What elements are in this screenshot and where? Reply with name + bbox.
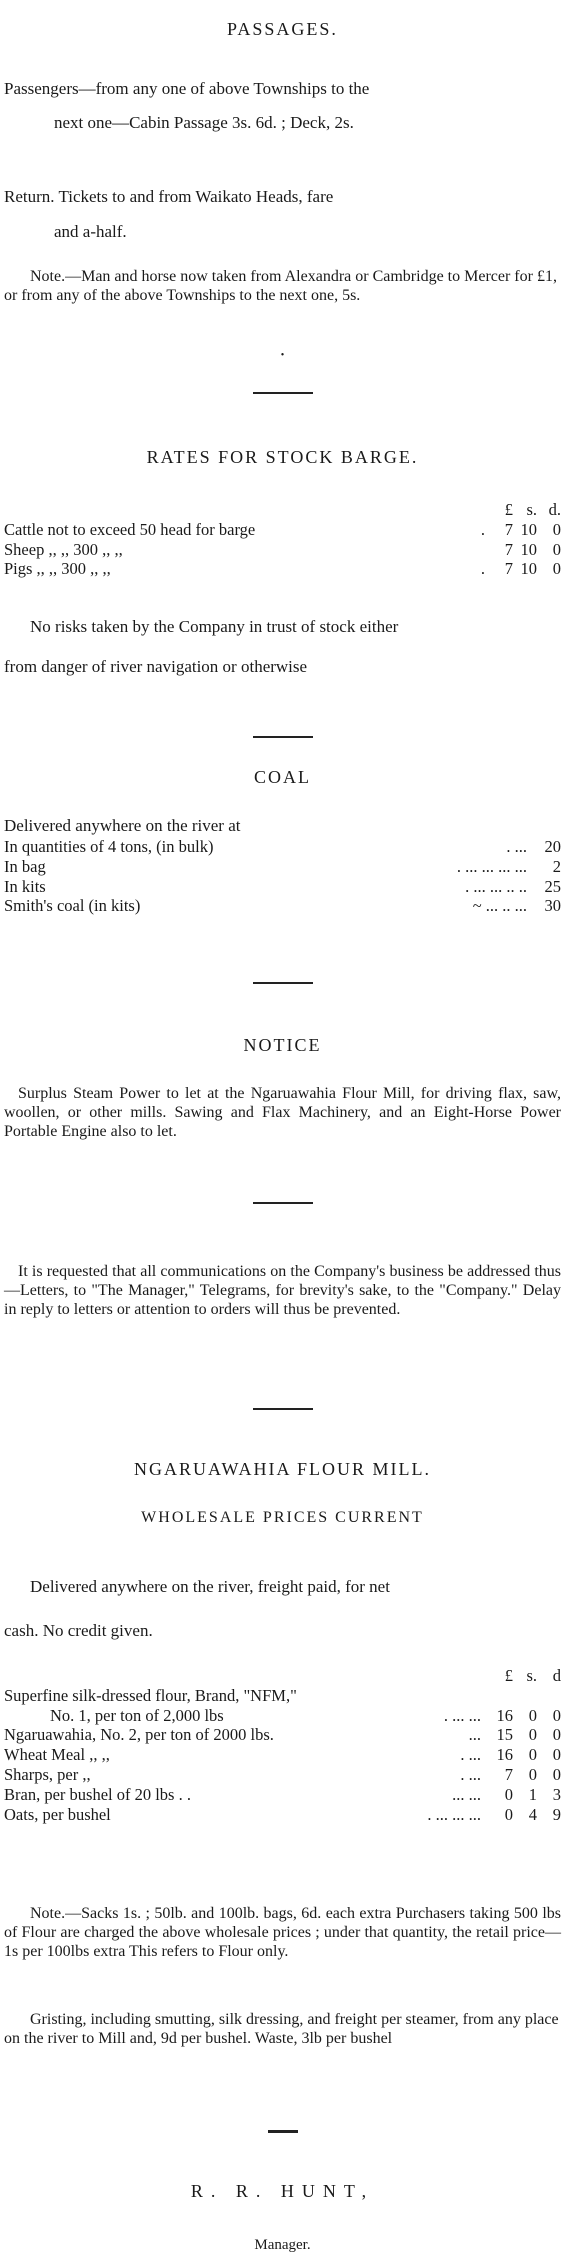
table-row: Sharps, per ,, . ... 7 0 0 — [4, 1764, 561, 1784]
table-row: Cattle not to exceed 50 head for barge . 7 10 0 — [4, 519, 561, 539]
mill-delivered-line-1: Delivered anywhere on the river, freight paid, for net — [30, 1577, 390, 1596]
table-row: Smith's coal (in kits) ~ ... .. ... 30 — [4, 896, 561, 916]
passages-heading: PASSAGES. — [227, 19, 338, 39]
coal-table — [4, 837, 561, 916]
table-row: Sheep ,, ,, 300 ,, ,, 7 10 0 — [4, 539, 561, 559]
signature-title: Manager. — [254, 2237, 311, 2253]
ornament-dot: • — [280, 350, 285, 361]
table-row: No. 1, per ton of 2,000 lbs . ... ... 16 0 0 — [50, 1705, 561, 1725]
table-row: Wheat Meal ,, ,, . ... 16 0 0 — [4, 1745, 561, 1765]
divider-3 — [4, 982, 561, 984]
table-row: In kits . ... ... .. .. 25 — [4, 876, 561, 896]
divider-5 — [4, 1408, 561, 1410]
signature-name: R. R. HUNT, — [190, 2181, 375, 2201]
divider-1 — [4, 392, 561, 394]
stock-risk-line-2: from danger of river navigation or otherwise — [4, 657, 308, 676]
mill-note: Note.—Sacks 1s. ; 50lb. and 100lb. bags, 6d. each extra Purchasers taking 500 lbs of Flour are charged the above wholesale prices ; under that quantity, the retail price—1s per 100lbs extra This refers to Flour only. — [4, 1905, 561, 1961]
stock-currency-header: £ s. d. — [504, 500, 561, 519]
divider-4 — [4, 1202, 561, 1204]
coal-heading: COAL — [254, 767, 311, 787]
stock-table — [4, 500, 561, 579]
passages-line-1: Passengers—from any one of above Townships to the — [4, 79, 370, 98]
notice-text: Surplus Steam Power to let at the Ngaruawahia Flour Mill, for driving flax, saw, woollen, or other mills. Sawing and Flax Machinery, and an Eight-Horse Power Portable Engine also to let. — [4, 1085, 561, 1141]
table-row: Bran, per bushel of 20 lbs . . ... ... 0 1 3 — [4, 1784, 561, 1804]
notice-heading: NOTICE — [243, 1035, 322, 1055]
divider-6 — [4, 2130, 561, 2133]
table-row: In bag . ... ... ... ... 2 — [4, 856, 561, 876]
mill-gristing: Gristing, including smutting, silk dressing, and freight per steamer, from any place on the river to Mill and, 9d per bushel. Waste, 3lb per bushel — [4, 2011, 559, 2048]
communications-text: It is requested that all communications on the Company's business be addressed thus—Letters, to "The Manager," Telegrams, for brevity's sake, to the "Company." Delay in reply to letters or attention to orders will thus be prevented. — [4, 1263, 561, 1319]
passages-line-2: next one—Cabin Passage 3s. 6d. ; Deck, 2s. — [54, 113, 354, 132]
passages-note: Note.—Man and horse now taken from Alexandra or Cambridge to Mercer for £1, or from any of the above Townships to the next one, 5s. — [4, 268, 557, 305]
return-line-1: Return. Tickets to and from Waikato Heads, fare — [4, 187, 334, 206]
table-row: In quantities of 4 tons, (in bulk) . ... 20 — [4, 837, 561, 856]
stock-risk-line-1: No risks taken by the Company in trust of stock either — [30, 617, 399, 636]
mill-price-table — [4, 1666, 561, 1824]
mill-delivered-line-2: cash. No credit given. — [4, 1621, 153, 1640]
table-row: Pigs ,, ,, 300 ,, ,, . 7 10 0 — [4, 559, 561, 579]
mill-subheading: WHOLESALE PRICES CURRENT — [141, 1509, 424, 1526]
coal-intro: Delivered anywhere on the river at — [4, 816, 241, 835]
mill-heading: NGARUAWAHIA FLOUR MILL. — [133, 1459, 432, 1479]
return-line-2: and a-half. — [54, 222, 127, 241]
table-row: Ngaruawahia, No. 2, per ton of 2000 lbs. ... 15 0 0 — [4, 1725, 561, 1745]
stock-heading: RATES FOR STOCK BARGE. — [146, 447, 419, 467]
mill-currency-header: £ s. d — [504, 1666, 561, 1685]
table-row: Oats, per bushel . ... ... ... 0 4 9 — [4, 1804, 561, 1824]
divider-2 — [4, 736, 561, 738]
table-row: Superfine silk-dressed flour, Brand, "NFM," — [4, 1685, 297, 1705]
